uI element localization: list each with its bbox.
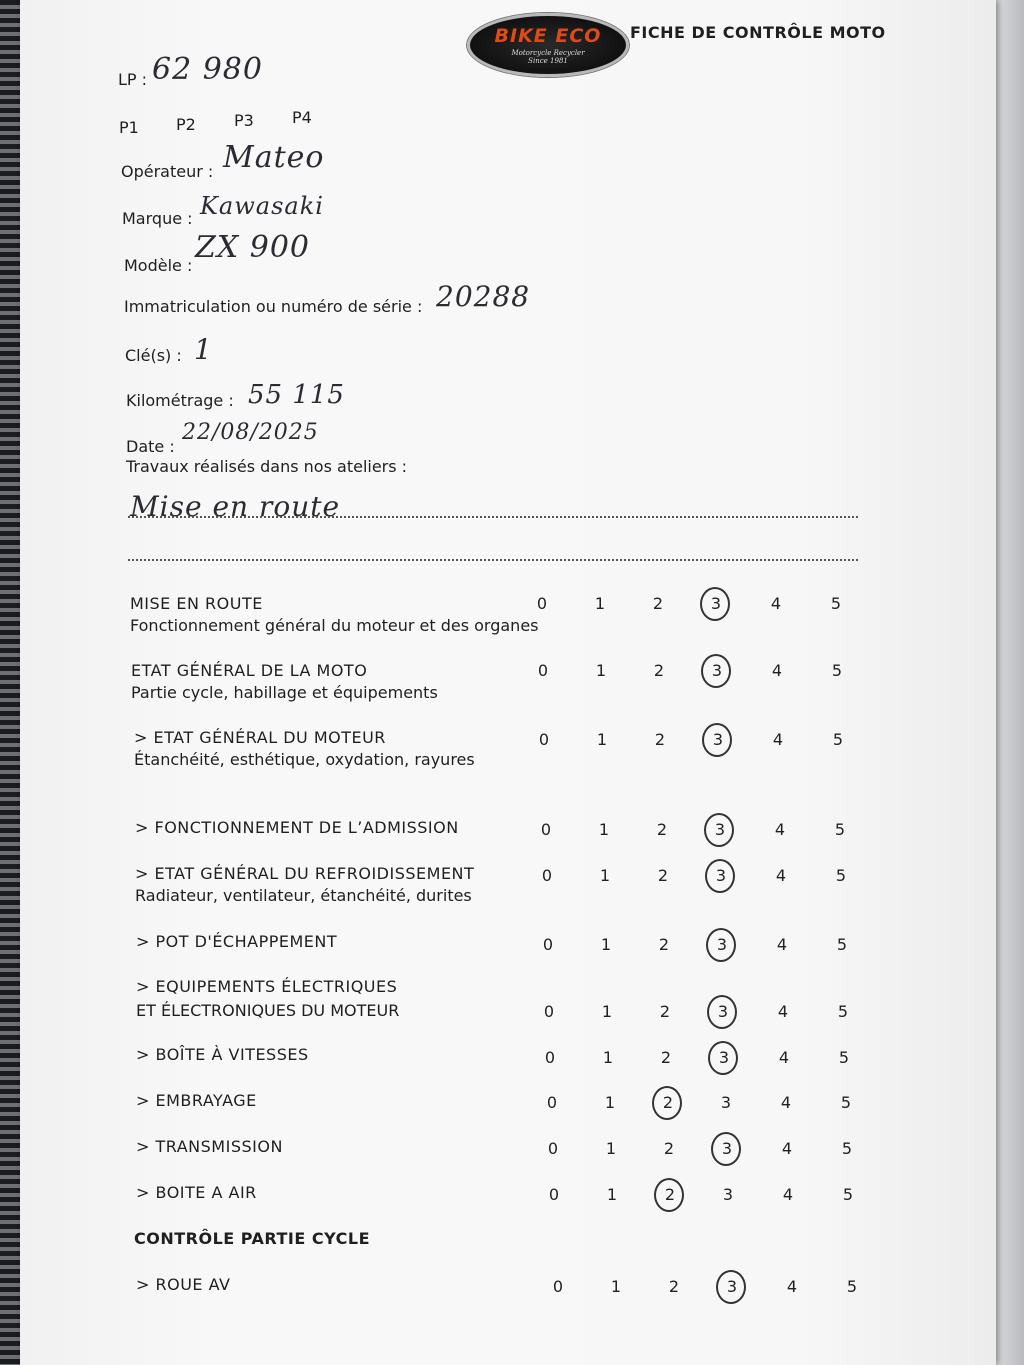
score-option-1[interactable]: 1: [599, 866, 611, 885]
score-option-5[interactable]: 5: [840, 1093, 852, 1112]
score-option-0[interactable]: 0: [537, 661, 549, 680]
keys-label: Clé(s) :: [125, 346, 182, 365]
score-option-0[interactable]: 0: [536, 594, 548, 613]
works-label: Travaux réalisés dans nos ateliers :: [126, 457, 408, 476]
score-option-4[interactable]: 4: [782, 1185, 794, 1204]
score-option-1[interactable]: 1: [595, 661, 607, 680]
serial-value: 20288: [436, 280, 531, 313]
score-option-0[interactable]: 0: [544, 1048, 556, 1067]
score-option-3[interactable]: 3: [726, 1277, 738, 1296]
score-circle-mark: [701, 654, 731, 688]
logo-text: BIKE ECO: [494, 25, 602, 47]
score-option-1[interactable]: 1: [598, 820, 610, 839]
score-circle-mark: [700, 587, 730, 621]
lp-label: LP :: [118, 70, 148, 89]
score-option-0[interactable]: 0: [548, 1185, 560, 1204]
row-title: > ETAT GÉNÉRAL DU MOTEUR: [134, 728, 386, 747]
score-option-5[interactable]: 5: [842, 1185, 854, 1204]
score-option-0[interactable]: 0: [540, 820, 552, 839]
score-option-3[interactable]: 3: [711, 661, 723, 680]
score-option-1[interactable]: 1: [594, 594, 606, 613]
score-option-2[interactable]: 2: [659, 1002, 671, 1021]
row-subtitle: Fonctionnement général du moteur et des organes: [130, 616, 539, 635]
score-option-5[interactable]: 5: [836, 935, 848, 954]
score-option-4[interactable]: 4: [770, 594, 782, 613]
works-line-1: [128, 516, 858, 518]
row-subtitle: Radiateur, ventilateur, étanchéité, durites: [135, 886, 472, 905]
score-option-5[interactable]: 5: [832, 730, 844, 749]
serial-label: Immatriculation ou numéro de série :: [124, 297, 423, 316]
row-title: > ETAT GÉNÉRAL DU REFROIDISSEMENT: [135, 864, 475, 883]
score-option-3[interactable]: 3: [721, 1139, 733, 1158]
score-option-1[interactable]: 1: [602, 1048, 614, 1067]
row-title: > BOITE A AIR: [136, 1183, 257, 1202]
row-title: > ROUE AV: [136, 1275, 231, 1294]
score-option-4[interactable]: 4: [772, 730, 784, 749]
works-value: Mise en route: [130, 490, 341, 523]
score-option-5[interactable]: 5: [838, 1048, 850, 1067]
score-circle-mark: [652, 1086, 682, 1120]
score-circle-mark: [716, 1270, 746, 1304]
score-option-2[interactable]: 2: [652, 594, 664, 613]
score-option-0[interactable]: 0: [547, 1139, 559, 1158]
score-option-0[interactable]: 0: [541, 866, 553, 885]
logo-since-text: Since 1981: [528, 57, 568, 65]
score-option-0[interactable]: 0: [538, 730, 550, 749]
score-option-5[interactable]: 5: [834, 820, 846, 839]
score-option-4[interactable]: 4: [781, 1139, 793, 1158]
mileage-value: 55 115: [248, 380, 345, 410]
score-option-5[interactable]: 5: [830, 594, 842, 613]
score-option-2[interactable]: 2: [657, 866, 669, 885]
date-value: 22/08/2025: [182, 420, 319, 445]
score-circle-mark: [707, 995, 737, 1029]
p2-label: P2: [176, 115, 196, 134]
score-circle-mark: [705, 859, 735, 893]
background-surface: [996, 0, 1024, 1365]
score-option-1[interactable]: 1: [610, 1277, 622, 1296]
row-title: > EQUIPEMENTS ÉLECTRIQUES: [136, 977, 398, 996]
score-option-0[interactable]: 0: [543, 1002, 555, 1021]
row-subtitle: ET ÉLECTRONIQUES DU MOTEUR: [136, 1001, 400, 1020]
works-line-2: [128, 559, 858, 561]
score-option-2[interactable]: 2: [656, 820, 668, 839]
score-circle-mark: [702, 723, 732, 757]
p4-label: P4: [292, 108, 312, 127]
score-circle-mark: [711, 1132, 741, 1166]
score-option-4[interactable]: 4: [778, 1048, 790, 1067]
score-option-3[interactable]: 3: [710, 594, 722, 613]
mileage-label: Kilométrage :: [126, 391, 234, 410]
score-option-4[interactable]: 4: [786, 1277, 798, 1296]
operator-label: Opérateur :: [121, 162, 214, 181]
logo-tagline-text: Motorcycle Recycler: [511, 49, 585, 57]
row-title: > FONCTIONNEMENT DE L’ADMISSION: [135, 818, 459, 837]
score-option-3[interactable]: 3: [712, 730, 724, 749]
section-cycle-title: CONTRÔLE PARTIE CYCLE: [134, 1229, 370, 1248]
model-value: ZX 900: [195, 230, 310, 265]
row-title: MISE EN ROUTE: [130, 594, 263, 613]
score-option-2[interactable]: 2: [654, 730, 666, 749]
score-option-1[interactable]: 1: [606, 1185, 618, 1204]
keys-value: 1: [194, 333, 213, 366]
score-option-2[interactable]: 2: [668, 1277, 680, 1296]
score-option-4[interactable]: 4: [771, 661, 783, 680]
brand-label: Marque :: [122, 209, 193, 228]
score-option-4[interactable]: 4: [774, 820, 786, 839]
score-option-3[interactable]: 3: [722, 1185, 734, 1204]
score-option-4[interactable]: 4: [775, 866, 787, 885]
row-subtitle: Partie cycle, habillage et équipements: [131, 683, 438, 702]
score-option-2[interactable]: 2: [660, 1048, 672, 1067]
page-title: FICHE DE CONTRÔLE MOTO: [630, 23, 886, 42]
score-option-4[interactable]: 4: [776, 935, 788, 954]
score-circle-mark: [704, 813, 734, 847]
score-circle-mark: [706, 928, 736, 962]
score-option-1[interactable]: 1: [604, 1093, 616, 1112]
score-option-2[interactable]: 2: [663, 1139, 675, 1158]
score-option-3[interactable]: 3: [717, 1002, 729, 1021]
p1-label: P1: [119, 118, 139, 137]
model-label: Modèle :: [124, 256, 193, 275]
bike-eco-logo: [467, 13, 629, 77]
score-option-0[interactable]: 0: [552, 1277, 564, 1296]
score-option-5[interactable]: 5: [846, 1277, 858, 1296]
score-option-4[interactable]: 4: [780, 1093, 792, 1112]
row-title: ETAT GÉNÉRAL DE LA MOTO: [131, 661, 368, 680]
row-title: > EMBRAYAGE: [136, 1091, 257, 1110]
score-option-2[interactable]: 2: [662, 1093, 674, 1112]
row-title: > TRANSMISSION: [136, 1137, 283, 1156]
score-option-3[interactable]: 3: [715, 866, 727, 885]
score-option-3[interactable]: 3: [716, 935, 728, 954]
score-option-0[interactable]: 0: [546, 1093, 558, 1112]
score-option-4[interactable]: 4: [777, 1002, 789, 1021]
score-option-2[interactable]: 2: [664, 1185, 676, 1204]
brand-value: Kawasaki: [200, 192, 324, 220]
row-subtitle: Étanchéité, esthétique, oxydation, rayures: [134, 750, 475, 769]
logo-tagline: [470, 49, 626, 65]
score-option-3[interactable]: 3: [718, 1048, 730, 1067]
lp-value: 62 980: [152, 52, 263, 87]
score-option-1[interactable]: 1: [601, 1002, 613, 1021]
score-circle-mark: [654, 1178, 684, 1212]
score-option-3[interactable]: 3: [714, 820, 726, 839]
score-option-1[interactable]: 1: [600, 935, 612, 954]
score-option-3[interactable]: 3: [720, 1093, 732, 1112]
score-option-5[interactable]: 5: [837, 1002, 849, 1021]
row-title: > POT D'ÉCHAPPEMENT: [136, 932, 338, 951]
score-option-1[interactable]: 1: [596, 730, 608, 749]
p3-label: P3: [234, 111, 254, 130]
score-option-5[interactable]: 5: [835, 866, 847, 885]
score-option-1[interactable]: 1: [605, 1139, 617, 1158]
row-title: > BOÎTE À VITESSES: [136, 1045, 309, 1064]
score-option-2[interactable]: 2: [658, 935, 670, 954]
score-option-5[interactable]: 5: [841, 1139, 853, 1158]
score-circle-mark: [708, 1041, 738, 1075]
score-option-0[interactable]: 0: [542, 935, 554, 954]
score-option-5[interactable]: 5: [831, 661, 843, 680]
date-label: Date :: [126, 437, 175, 456]
operator-value: Mateo: [223, 140, 325, 175]
score-option-2[interactable]: 2: [653, 661, 665, 680]
